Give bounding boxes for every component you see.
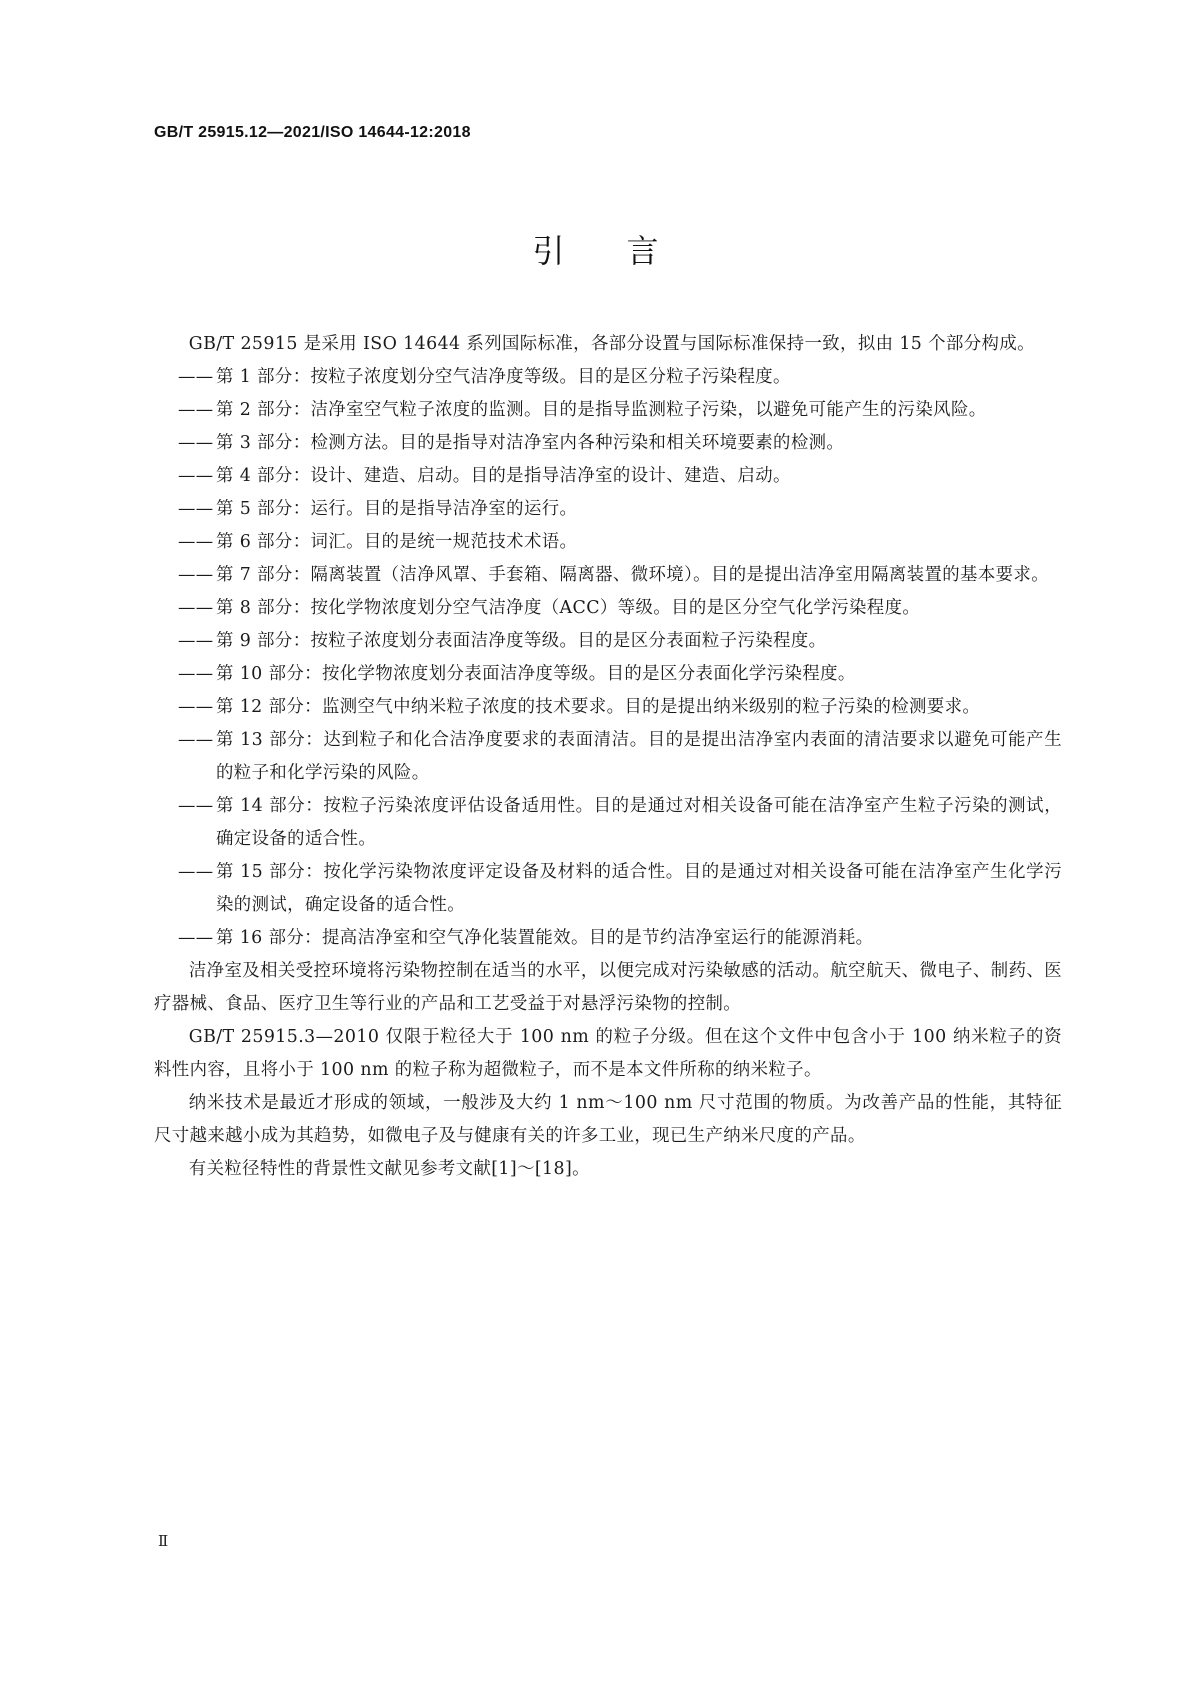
list-item-text: 第 2 部分：洁净室空气粒子浓度的监测。目的是指导监测粒子污染，以避免可能产生的污染风险。 bbox=[216, 400, 987, 420]
page-number: Ⅱ bbox=[158, 1532, 169, 1550]
dash-marker: —— bbox=[178, 433, 214, 453]
dash-marker: —— bbox=[178, 697, 214, 717]
intro-paragraph: GB/T 25915 是采用 ISO 14644 系列国际标准，各部分设置与国际标准保持一致，拟由 15 个部分构成。 bbox=[188, 334, 1035, 354]
list-item-text: 第 16 部分：提高洁净室和空气净化装置能效。目的是节约洁净室运行的能源消耗。 bbox=[216, 928, 874, 948]
list-item bbox=[154, 922, 1062, 955]
list-item-text: 第 10 部分：按化学物浓度划分表面洁净度等级。目的是区分表面化学污染程度。 bbox=[216, 664, 856, 684]
list-item-text: 第 15 部分：按化学污染物浓度评定设备及材料的适合性。目的是通过对相关设备可能在洁净室产生化学污染的测试，确定设备的适合性。 bbox=[216, 862, 1062, 915]
list-item-text: 第 12 部分：监测空气中纳米粒子浓度的技术要求。目的是提出纳米级别的粒子污染的检测要求。 bbox=[216, 697, 981, 717]
dash-marker: —— bbox=[178, 466, 214, 486]
paragraph-references: 有关粒径特性的背景性文献见参考文献[1]～[18]。 bbox=[188, 1159, 590, 1179]
list-item bbox=[154, 691, 1062, 724]
dash-marker: —— bbox=[178, 631, 214, 651]
page-title: 引言 bbox=[532, 232, 721, 270]
list-item bbox=[154, 394, 1062, 427]
dash-marker: —— bbox=[178, 532, 214, 552]
list-item-text: 第 6 部分：词汇。目的是统一规范技术术语。 bbox=[216, 532, 578, 552]
list-item bbox=[154, 790, 1062, 856]
list-item bbox=[154, 625, 1062, 658]
list-item-text: 第 3 部分：检测方法。目的是指导对洁净室内各种污染和相关环境要素的检测。 bbox=[216, 433, 845, 453]
list-item-text: 第 4 部分：设计、建造、启动。目的是指导洁净室的设计、建造、启动。 bbox=[216, 466, 791, 486]
list-item bbox=[154, 460, 1062, 493]
list-item bbox=[154, 493, 1062, 526]
list-item bbox=[154, 361, 1062, 394]
standard-id-header: GB/T 25915.12—2021/ISO 14644-12:2018 bbox=[154, 124, 471, 141]
dash-marker: —— bbox=[178, 928, 214, 948]
list-item bbox=[154, 724, 1062, 790]
list-item-text: 第 8 部分：按化学物浓度划分空气洁净度（ACC）等级。目的是区分空气化学污染程度。 bbox=[216, 598, 921, 618]
dash-marker: —— bbox=[178, 565, 214, 585]
dash-marker: —— bbox=[178, 499, 214, 519]
dash-marker: —— bbox=[178, 664, 214, 684]
parts-list bbox=[154, 361, 1062, 955]
dash-marker: —— bbox=[178, 598, 214, 618]
paragraph-ultrafine-particles: GB/T 25915.3—2010 仅限于粒径大于 100 nm 的粒子分级。但在这个文件中包含小于 100 纳米粒子的资料性内容，且将小于 100 nm 的粒子称为超微粒子，而不是本文件所称的纳米粒子。 bbox=[154, 1027, 1062, 1080]
paragraph-nanotechnology: 纳米技术是最近才形成的领域，一般涉及大约 1 nm～100 nm 尺寸范围的物质。为改善产品的性能，其特征尺寸越来越小成为其趋势，如微电子及与健康有关的许多工业，现已生产纳米尺度的产品。 bbox=[154, 1093, 1062, 1146]
list-item-text: 第 5 部分：运行。目的是指导洁净室的运行。 bbox=[216, 499, 578, 519]
list-item bbox=[154, 559, 1062, 592]
list-item bbox=[154, 856, 1062, 922]
dash-marker: —— bbox=[178, 796, 214, 816]
dash-marker: —— bbox=[178, 730, 214, 750]
list-item bbox=[154, 592, 1062, 625]
paragraph-cleanroom-control: 洁净室及相关受控环境将污染物控制在适当的水平，以便完成对污染敏感的活动。航空航天、微电子、制药、医疗器械、食品、医疗卫生等行业的产品和工艺受益于对悬浮污染物的控制。 bbox=[154, 961, 1062, 1014]
dash-marker: —— bbox=[178, 367, 214, 387]
list-item-text: 第 9 部分：按粒子浓度划分表面洁净度等级。目的是区分表面粒子污染程度。 bbox=[216, 631, 827, 651]
list-item bbox=[154, 526, 1062, 559]
list-item bbox=[154, 658, 1062, 691]
list-item-text: 第 13 部分：达到粒子和化合洁净度要求的表面清洁。目的是提出洁净室内表面的清洁要求以避免可能产生的粒子和化学污染的风险。 bbox=[216, 730, 1062, 783]
list-item-text: 第 7 部分：隔离装置（洁净风罩、手套箱、隔离器、微环境）。目的是提出洁净室用隔离装置的基本要求。 bbox=[216, 565, 1049, 585]
dash-marker: —— bbox=[178, 862, 214, 882]
list-item bbox=[154, 427, 1062, 460]
dash-marker: —— bbox=[178, 400, 214, 420]
document-body bbox=[154, 328, 1062, 1186]
list-item-text: 第 1 部分：按粒子浓度划分空气洁净度等级。目的是区分粒子污染程度。 bbox=[216, 367, 791, 387]
list-item-text: 第 14 部分：按粒子污染浓度评估设备适用性。目的是通过对相关设备可能在洁净室产生粒子污染的测试，确定设备的适合性。 bbox=[216, 796, 1062, 849]
